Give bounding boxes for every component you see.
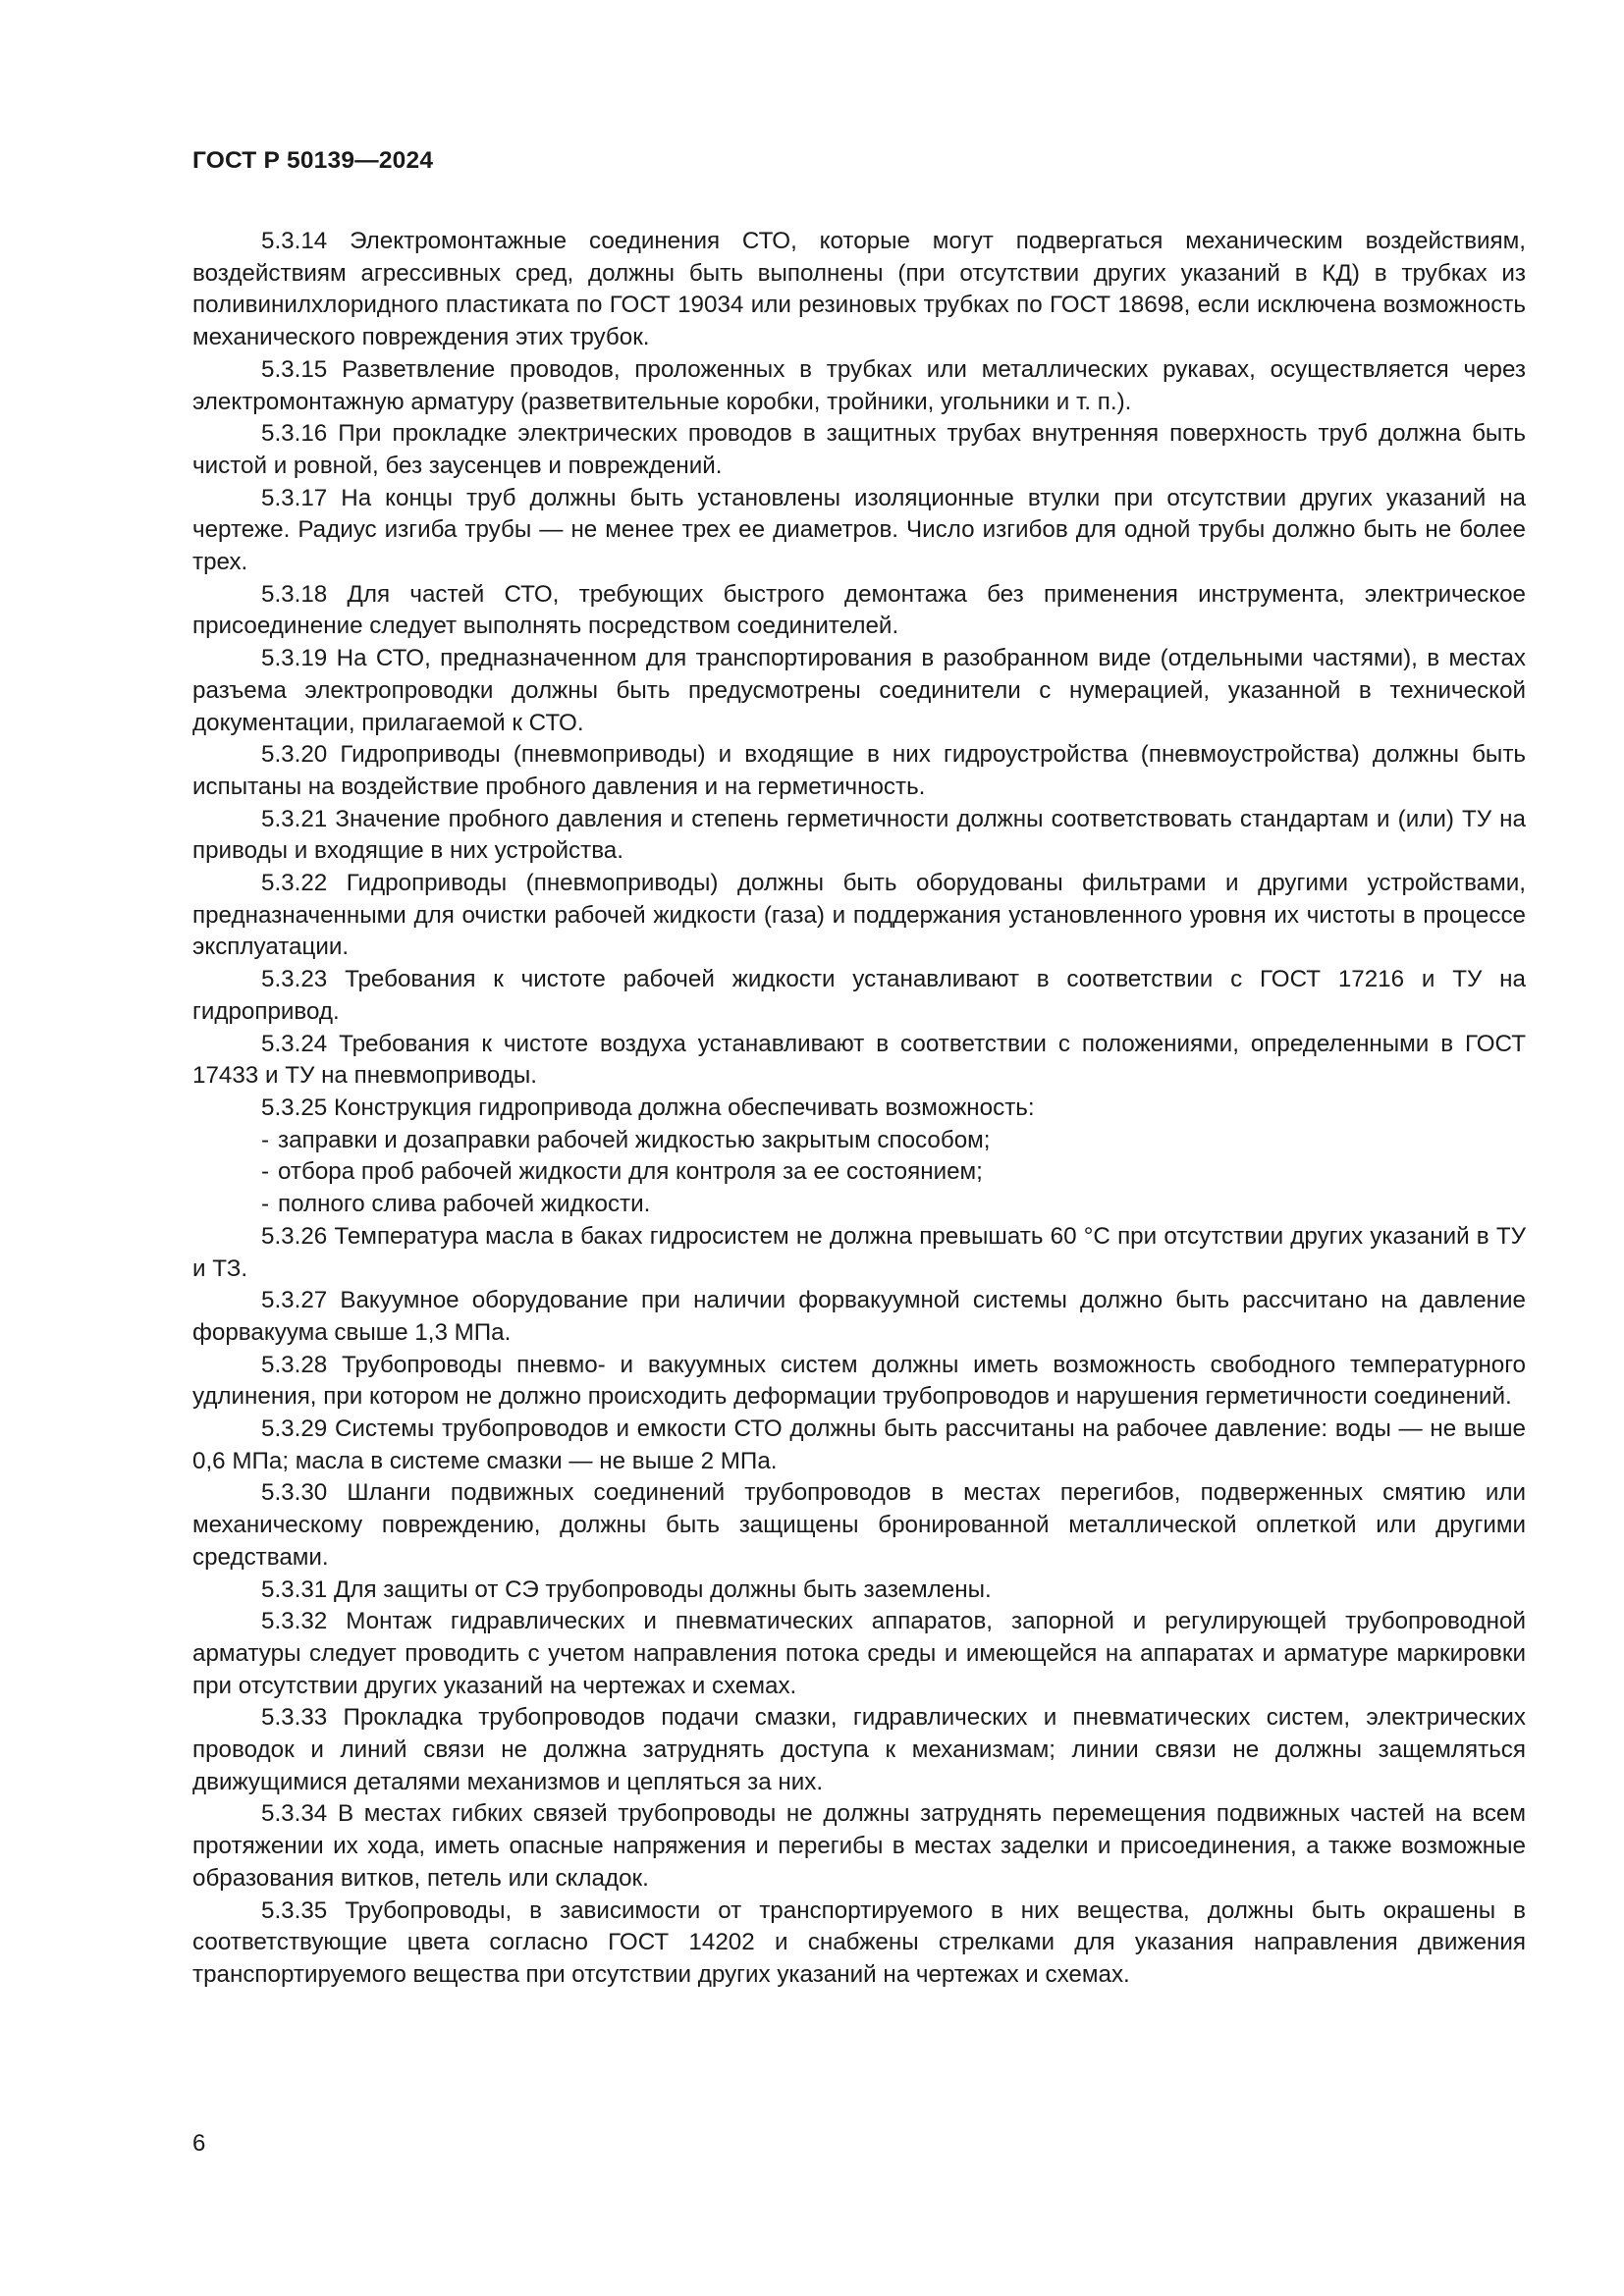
paragraph-5-3-14: 5.3.14 Электромонтажные соединения СТО, которые могут подвергаться механическим воздействиям, воздействиям агрессивных сред, должны быть выполнены (при отсутствии других указаний в КД) в трубках из поливинилхлоридного пластиката по ГОСТ 19034 или резиновых трубках по ГОСТ 18698, если исключена возможность механического повреждения этих трубок. <box>192 228 1526 351</box>
paragraph-5-3-35: 5.3.35 Трубопроводы, в зависимости от транспортируемого в них вещества, должны быть окрашены в соответствующие цвета согласно ГОСТ 14202 и снабжены стрелками для указания направления движения транспортируемого вещества при отсутствии других указаний на чертежах и схемах. <box>192 1896 1526 1988</box>
paragraph-5-3-21: 5.3.21 Значение пробного давления и степень герметичности должны соответствовать стандартам и (или) ТУ на приводы и входящие в них устройства. <box>192 805 1526 865</box>
requirements-list <box>192 1125 1526 1221</box>
paragraph-5-3-25: 5.3.25 Конструкция гидропривода должна обеспечивать возможность: <box>261 1094 1035 1121</box>
paragraph-5-3-23: 5.3.23 Требования к чистоте рабочей жидкости устанавливают в соответствии с ГОСТ 17216 и ТУ на гидропривод. <box>192 966 1526 1025</box>
list-item <box>192 1156 1526 1189</box>
paragraph-5-3-19: 5.3.19 На СТО, предназначенном для транспортирования в разобранном виде (отдельными частями), в местах разъема электропроводки должны быть предусмотрены соединители с нумерацией, указанной в технической документации, прилагаемой к СТО. <box>192 645 1526 736</box>
list-item-text: заправки и дозаправки рабочей жидкостью закрытым способом; <box>278 1126 991 1153</box>
paragraph-5-3-24: 5.3.24 Требования к чистоте воздуха устанавливают в соответствии с положениями, определенными в ГОСТ 17433 и ТУ на пневмоприводы. <box>192 1030 1526 1090</box>
paragraph-5-3-32: 5.3.32 Монтаж гидравлических и пневматических аппаратов, запорной и регулирующей трубопроводной арматуры следует проводить с учетом направления потока среды и имеющейся на аппаратах и арматуре маркировки при отсутствии других указаний на чертежах и схемах. <box>192 1608 1526 1699</box>
paragraph-5-3-30: 5.3.30 Шланги подвижных соединений трубопроводов в местах перегибов, подверженных смятию или механическому повреждению, должны быть защищены бронированной металлической оплеткой или другими средствами. <box>192 1479 1526 1571</box>
document-body <box>192 226 1526 1992</box>
paragraph-5-3-20: 5.3.20 Гидроприводы (пневмоприводы) и входящие в них гидроустройства (пневмоустройства) должны быть испытаны на воздействие пробного давления и на герметичность. <box>192 741 1526 800</box>
list-item <box>192 1125 1526 1157</box>
paragraph-5-3-26: 5.3.26 Температура масла в баках гидросистем не должна превышать 60 °С при отсутствии других указаний в ТУ и ТЗ. <box>192 1222 1526 1282</box>
list-dash: - <box>261 1191 270 1218</box>
list-item-text: полного слива рабочей жидкости. <box>278 1191 651 1218</box>
paragraph-5-3-15: 5.3.15 Разветвление проводов, проложенных в трубках или металлических рукавах, осуществляется через электромонтажную арматуру (разветвительные коробки, тройники, угольники и т. п.). <box>192 355 1526 415</box>
list-dash: - <box>261 1126 270 1153</box>
paragraph-5-3-29: 5.3.29 Системы трубопроводов и емкости СТО должны быть рассчитаны на рабочее давление: воды — не выше 0,6 МПа; масла в системе смазки — не выше 2 МПа. <box>192 1415 1526 1474</box>
list-dash: - <box>261 1158 270 1186</box>
paragraph-5-3-18: 5.3.18 Для частей СТО, требующих быстрого демонтажа без применения инструмента, электрическое присоединение следует выполнять посредством соединителей. <box>192 580 1526 640</box>
paragraph-5-3-16: 5.3.16 При прокладке электрических проводов в защитных трубах внутренняя поверхность труб должна быть чистой и ровной, без заусенцев и повреждений. <box>192 420 1526 479</box>
paragraph-5-3-28: 5.3.28 Трубопроводы пневмо- и вакуумных систем должны иметь возможность свободного температурного удлинения, при котором не должно происходить деформации трубопроводов и нарушения герметичности соединений. <box>192 1351 1526 1411</box>
list-item <box>192 1189 1526 1221</box>
document-header: ГОСТ Р 50139—2024 <box>192 147 434 174</box>
paragraph-5-3-17: 5.3.17 На концы труб должны быть установлены изоляционные втулки при отсутствии других указаний на чертеже. Радиус изгиба трубы — не менее трех ее диаметров. Число изгибов для одной трубы должно быть не более трех. <box>192 484 1526 576</box>
paragraph-5-3-27: 5.3.27 Вакуумное оборудование при наличии форвакуумной системы должно быть рассчитано на давление форвакуума свыше 1,3 МПа. <box>192 1287 1526 1346</box>
paragraph-5-3-33: 5.3.33 Прокладка трубопроводов подачи смазки, гидравлических и пневматических систем, электрических проводок и линий связи не должна затруднять доступа к механизмам; линии связи не должны защемляться движущимися деталями механизмов и цепляться за них. <box>192 1704 1526 1795</box>
paragraph-5-3-22: 5.3.22 Гидроприводы (пневмоприводы) должны быть оборудованы фильтрами и другими устройствами, предназначенными для очистки рабочей жидкости (газа) и поддержания установленного уровня их чистоты в процессе эксплуатации. <box>192 870 1526 961</box>
paragraph-5-3-31: 5.3.31 Для защиты от СЭ трубопроводы должны быть заземлены. <box>261 1575 992 1603</box>
list-item-text: отбора проб рабочей жидкости для контроля за ее состоянием; <box>278 1158 983 1186</box>
paragraph-5-3-34: 5.3.34 В местах гибких связей трубопроводы не должны затруднять перемещения подвижных частей на всем протяжении их хода, иметь опасные напряжения и перегибы в местах заделки и присоединения, а также возможные образования витков, петель или складок. <box>192 1800 1526 1892</box>
page-number: 6 <box>192 2130 206 2157</box>
